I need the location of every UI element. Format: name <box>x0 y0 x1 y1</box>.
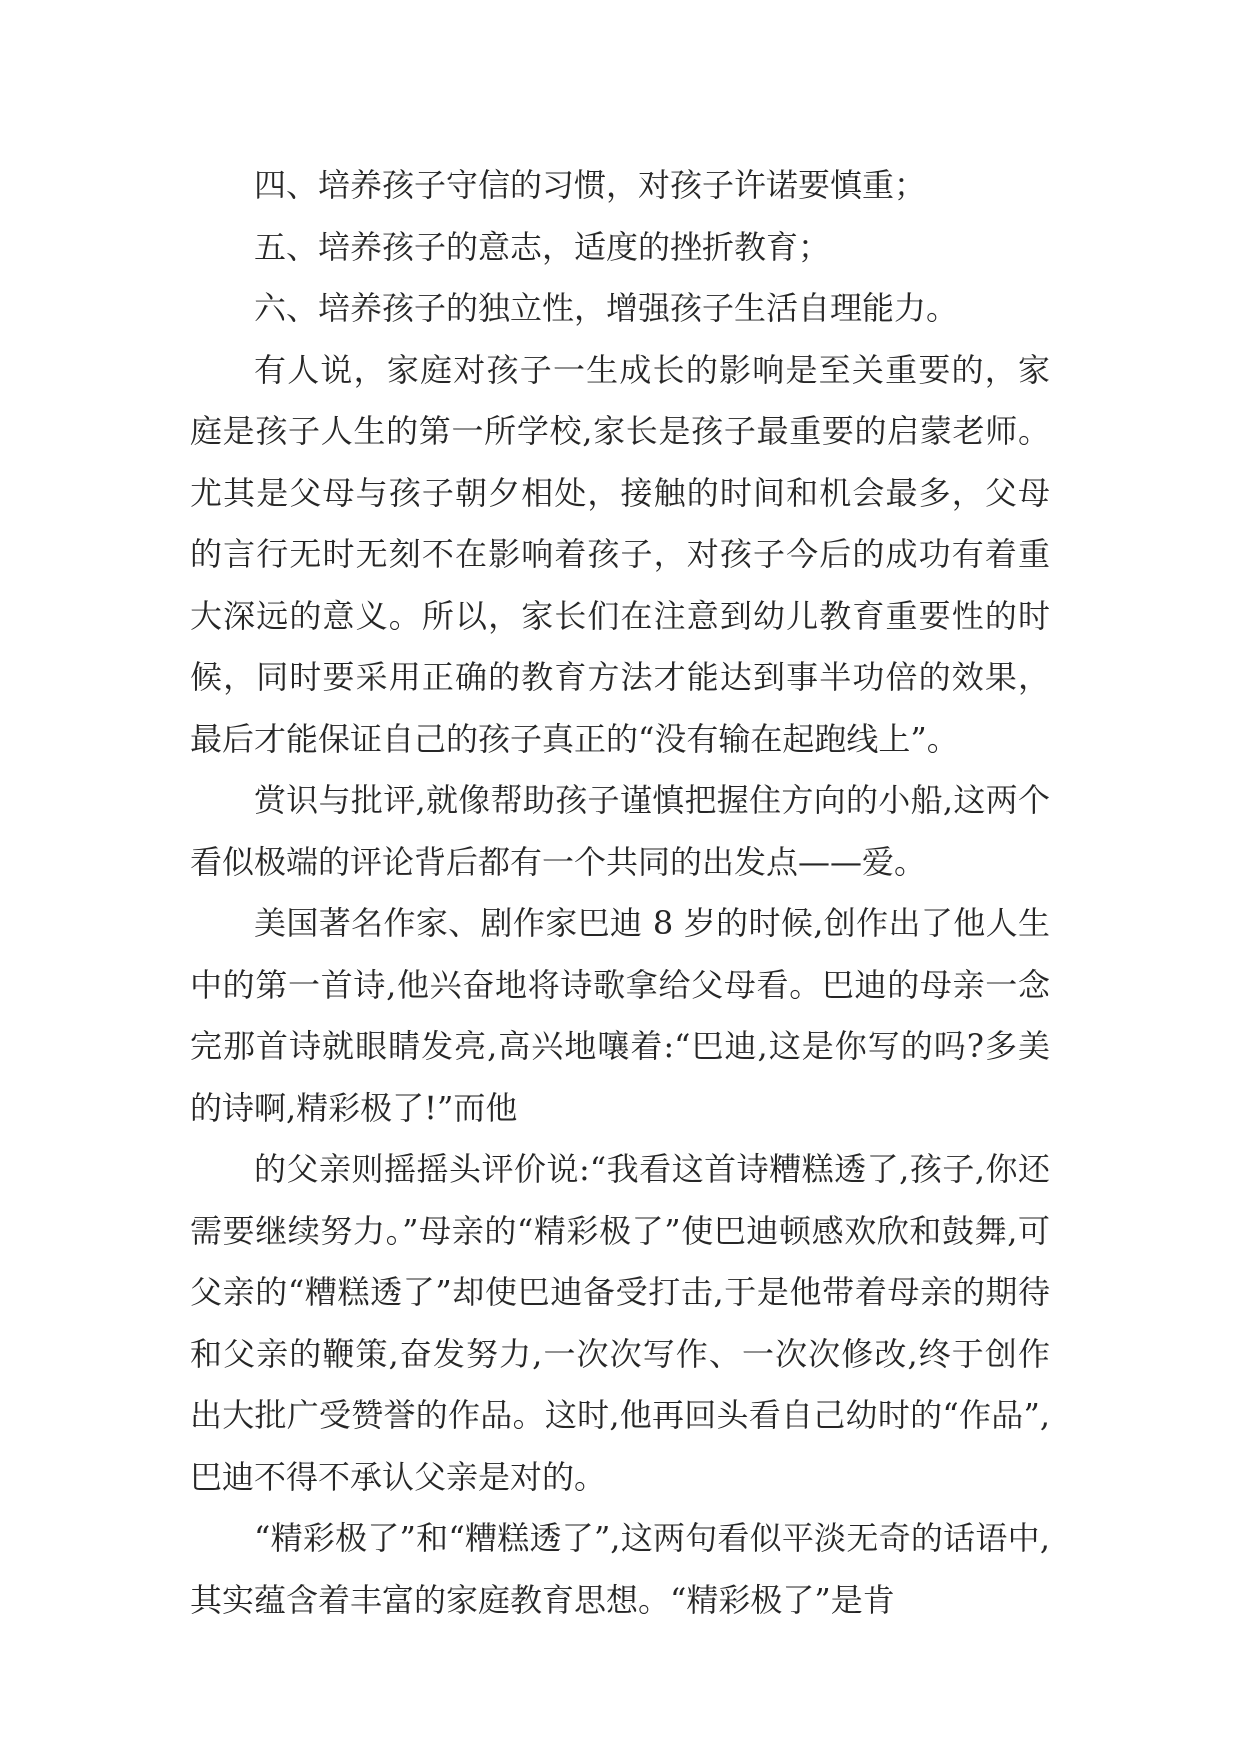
paragraph: 有人说，家庭对孩子一生成长的影响是至关重要的，家庭是孩子人生的第一所学校,家长是孩子最重要的启蒙老师。尤其是父母与孩子朝夕相处，接触的时间和机会最多，父母的言行无时无刻不在影响着孩子，对孩子今后的成功有着重大深远的意义。所以，家长们在注意到幼儿教育重要性的时候，同时要采用正确的教育方法才能达到事半功倍的效果，最后才能保证自己的孩子真正的“没有输在起跑线上”。 <box>190 350 1050 758</box>
paragraph: 五、培养孩子的意志，适度的挫折教育； <box>254 227 831 266</box>
document-body <box>190 155 1050 1631</box>
paragraph: “精彩极了”和“糟糕透了”,这两句看似平淡无奇的话语中,其实蕴含着丰富的家庭教育思想。“精彩极了”是肯 <box>190 1519 1050 1619</box>
paragraph: 四、培养孩子守信的习惯，对孩子许诺要慎重； <box>254 166 927 204</box>
paragraph: 美国著名作家、剧作家巴迪 8 岁的时候,创作出了他人生中的第一首诗,他兴奋地将诗歌拿给父母看。巴迪的母亲一念完那首诗就眼睛发亮,高兴地嚷着:“巴迪,这是你写的吗?多美的诗啊,精彩极了!”而他 <box>190 904 1050 1127</box>
paragraph: 赏识与批评,就像帮助孩子谨慎把握住方向的小船,这两个看似极端的评论背后都有一个共同的出发点——爱。 <box>190 781 1050 881</box>
paragraph: 六、培养孩子的独立性，增强孩子生活自理能力。 <box>254 289 959 327</box>
paragraph: 的父亲则摇摇头评价说:“我看这首诗糟糕透了,孩子,你还需要继续努力。”母亲的“精彩极了”使巴迪顿感欢欣和鼓舞,可父亲的“糟糕透了”却使巴迪备受打击,于是他带着母亲的期待和父亲的鞭策,奋发努力,一次次写作、一次次修改,终于创作出大批广受赞誉的作品。这时,他再回头看自己幼时的“作品”,巴迪不得不承认父亲是对的。 <box>190 1150 1050 1496</box>
